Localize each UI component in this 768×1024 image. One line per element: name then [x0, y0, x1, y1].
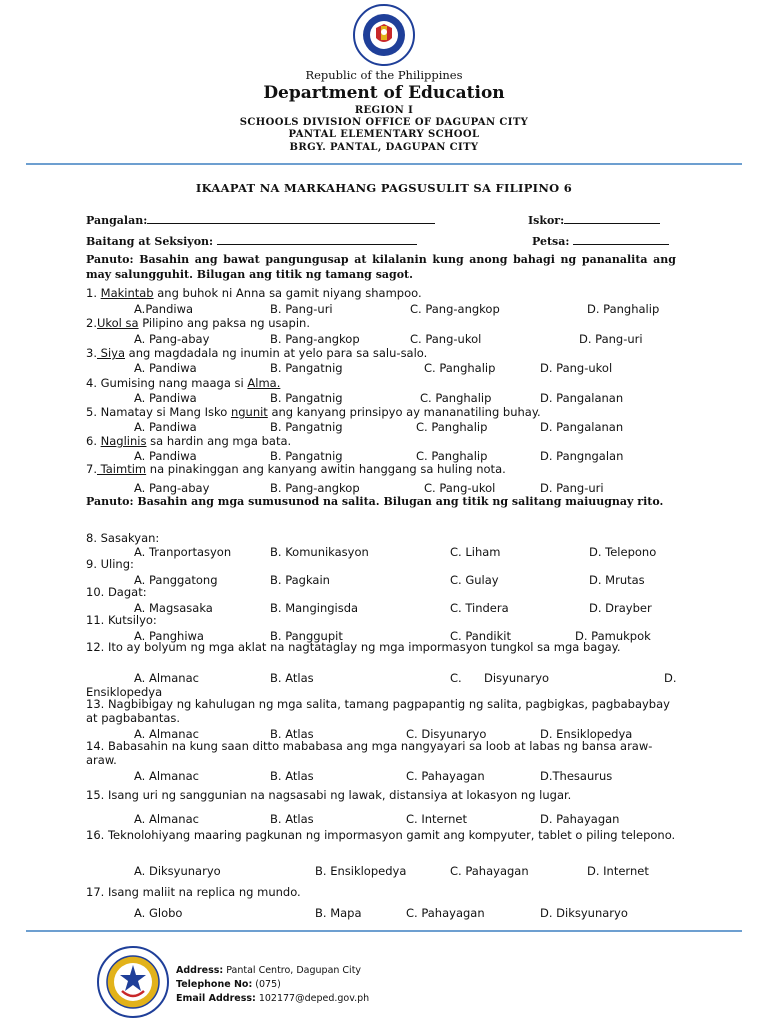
question-number: 6.	[86, 434, 97, 448]
grade-section-blank[interactable]	[217, 233, 417, 245]
question-8: 8. Sasakyan:	[86, 531, 160, 545]
choice-3-b[interactable]: B. Pangatnig	[270, 361, 343, 375]
question-text-post: ang magdadala ng inumin at yelo para sa salu-salo.	[125, 346, 428, 360]
footer-phone	[176, 979, 281, 990]
phone-label: Telephone No:	[176, 979, 253, 990]
choice-17-3[interactable]: D. Diksyunaryo	[540, 906, 628, 920]
question-2	[86, 316, 686, 330]
choice-13-0[interactable]: A. Almanac	[134, 727, 199, 741]
choice-3-d[interactable]: D. Pang-ukol	[540, 361, 613, 375]
choice-10-2[interactable]: C. Tindera	[450, 601, 509, 615]
directions-part-2: Panuto: Basahin ang mga sumusunod na salita. Bilugan ang titik ng salitang maiuugnay rito.	[86, 495, 664, 508]
choice-12-1[interactable]: B. Atlas	[270, 671, 314, 685]
choice-8-3[interactable]: D. Telepono	[589, 545, 657, 559]
name-blank[interactable]	[147, 212, 435, 224]
question-17: 17. Isang maliit na replica ng mundo.	[86, 885, 301, 899]
choice-4-c[interactable]: C. Panghalip	[420, 391, 492, 405]
underlined-word: Siya	[96, 346, 125, 360]
choice-14-1[interactable]: B. Atlas	[270, 769, 314, 783]
choice-14-3[interactable]: D.Thesaurus	[540, 769, 613, 783]
choice-13-3[interactable]: D. Ensiklopedya	[540, 727, 633, 741]
question-text-post: ang kanyang prinsipyo ay mananatiling buhay.	[267, 405, 541, 419]
choice-17-0[interactable]: A. Globo	[134, 906, 183, 920]
underlined-word: Alma.	[247, 376, 281, 390]
choice-10-1[interactable]: B. Mangingisda	[270, 601, 359, 615]
republic-line: Republic of the Philippines	[305, 68, 463, 82]
school-address-line: BRGY. PANTAL, DAGUPAN CITY	[289, 142, 479, 153]
question-number: 4.	[86, 376, 97, 390]
choice-15-0[interactable]: A. Almanac	[134, 812, 199, 826]
name-label: Pangalan:	[86, 214, 148, 227]
choice-11-1[interactable]: B. Panggupit	[270, 629, 343, 643]
choice-7-c[interactable]: C. Pang-ukol	[424, 481, 496, 495]
choice-9-0[interactable]: A. Panggatong	[134, 573, 218, 587]
choice-13-1[interactable]: B. Atlas	[270, 727, 314, 741]
choice-6-c[interactable]: C. Panghalip	[416, 449, 488, 463]
choice-8-2[interactable]: C. Liham	[450, 545, 501, 559]
underlined-word: Taimtim	[96, 462, 147, 476]
choice-7-b[interactable]: B. Pang-angkop	[270, 481, 360, 495]
question-number: 7.	[86, 462, 97, 476]
question-number: 2.	[86, 316, 97, 330]
question-number: 5.	[86, 405, 97, 419]
choice-16-3[interactable]: D. Internet	[587, 864, 649, 878]
underlined-word: ngunit	[230, 405, 268, 419]
question-6	[86, 434, 686, 448]
question-14: 14. Babasahin na kung saan ditto mababasa ang mga nangyayari sa loob at labas ng bansa araw-araw.	[86, 739, 653, 767]
question-15: 15. Isang uri ng sanggunian na nagsasabi ng lawak, distansiya at lokasyon ng lugar.	[86, 788, 572, 802]
underlined-word: Makintab	[100, 286, 154, 300]
choice-12-3[interactable]: Disyunaryo	[484, 671, 550, 685]
choice-8-1[interactable]: B. Komunikasyon	[270, 545, 369, 559]
choice-2-a[interactable]: A. Pang-abay	[134, 332, 210, 346]
choice-1-b[interactable]: B. Pang-uri	[270, 302, 333, 316]
school-line: PANTAL ELEMENTARY SCHOOL	[288, 129, 480, 140]
email-label: Email Address:	[176, 993, 256, 1004]
address-value: Pantal Centro, Dagupan City	[223, 965, 362, 976]
question-5	[86, 405, 686, 419]
question-1	[86, 286, 686, 300]
footer-address	[176, 965, 361, 976]
phone-value: (075)	[252, 979, 281, 990]
choice-5-b[interactable]: B. Pangatnig	[270, 420, 343, 434]
choice-15-1[interactable]: B. Atlas	[270, 812, 314, 826]
choice-5-c[interactable]: C. Panghalip	[416, 420, 488, 434]
choice-11-0[interactable]: A. Panghiwa	[134, 629, 204, 643]
score-blank[interactable]	[564, 212, 660, 224]
choice-13-2[interactable]: C. Disyunaryo	[406, 727, 487, 741]
choice-10-0[interactable]: A. Magsasaka	[134, 601, 213, 615]
footer-divider	[26, 930, 742, 932]
division-line: SCHOOLS DIVISION OFFICE OF DAGUPAN CITY	[239, 117, 529, 128]
choice-16-0[interactable]: A. Diksyunaryo	[134, 864, 221, 878]
date-blank[interactable]	[573, 233, 669, 245]
choice-17-1[interactable]: B. Mapa	[315, 906, 362, 920]
email-value[interactable]: 102177@deped.gov.ph	[255, 993, 370, 1004]
choice-4-d[interactable]: D. Pangalanan	[540, 391, 624, 405]
choice-4-b[interactable]: B. Pangatnig	[270, 391, 343, 405]
name-field[interactable]	[86, 212, 435, 227]
choice-7-d[interactable]: D. Pang-uri	[540, 481, 604, 495]
choice-14-2[interactable]: C. Pahayagan	[406, 769, 485, 783]
question-9: 9. Uling:	[86, 557, 134, 571]
grade-section-label: Baitang at Seksiyon:	[86, 235, 214, 248]
choice-2-d[interactable]: D. Pang-uri	[579, 332, 643, 346]
question-text-post: na pinakinggan ang kanyang awitin hanggang sa huling nota.	[146, 462, 506, 476]
choice-4-a[interactable]: A. Pandiwa	[134, 391, 197, 405]
question-10: 10. Dagat:	[86, 585, 147, 599]
score-label: Iskor:	[528, 214, 565, 227]
footer-email	[176, 993, 369, 1004]
directions-part-1: Panuto: Basahin ang bawat pangungusap at kilalanin kung anong bahagi ng pananalita ang may salungguhit. Bilugan ang titik ng tamang sagot.	[86, 253, 676, 281]
choice-12-0[interactable]: A. Almanac	[134, 671, 199, 685]
choice-11-3[interactable]: D. Pamukpok	[575, 629, 651, 643]
score-field[interactable]	[528, 212, 660, 227]
grade-section-field[interactable]	[86, 233, 417, 248]
choice-12-4[interactable]: D.	[664, 671, 677, 685]
address-label: Address:	[176, 965, 224, 976]
question-text-post: ang buhok ni Anna sa gamit niyang shampoo.	[153, 286, 422, 300]
choice-9-3[interactable]: D. Mrutas	[589, 573, 645, 587]
choice-5-d[interactable]: D. Pangalanan	[540, 420, 624, 434]
choice-16-1[interactable]: B. Ensiklopedya	[315, 864, 407, 878]
question-text-post: Pilipino ang paksa ng usapin.	[138, 316, 310, 330]
choice-1-a[interactable]: A.Pandiwa	[134, 302, 194, 316]
choice-5-a[interactable]: A. Pandiwa	[134, 420, 197, 434]
choice-7-a[interactable]: A. Pang-abay	[134, 481, 210, 495]
date-field[interactable]	[532, 233, 669, 248]
choice-12-2[interactable]: C.	[450, 671, 462, 685]
choice-6-a[interactable]: A. Pandiwa	[134, 449, 197, 463]
question-11: 11. Kutsilyo:	[86, 613, 157, 627]
choice-2-b[interactable]: B. Pang-angkop	[270, 332, 360, 346]
question-3	[86, 346, 686, 360]
question-12: 12. Ito ay bolyum ng mga aklat na nagtataglay ng mga impormasyon tungkol sa mga bagay.	[86, 640, 621, 654]
choice-6-d[interactable]: D. Pangngalan	[540, 449, 624, 463]
exam-title: IKAAPAT NA MARKAHANG PAGSUSULIT SA FILIPINO 6	[195, 181, 573, 195]
question-13: 13. Nagbibigay ng kahulugan ng mga salita, tamang pagpapantig ng salita, pagbigkas, pagbabaybay at pagbabantas.	[86, 697, 670, 725]
question-16: 16. Teknolohiyang maaring pagkunan ng impormasyon gamit ang kompyuter, tablet o piling telepono.	[86, 828, 676, 842]
question-text-pre: Gumising nang maaga si	[96, 376, 248, 390]
choice-15-2[interactable]: C. Internet	[406, 812, 468, 826]
school-logo-icon	[96, 945, 170, 1019]
deped-seal-icon	[341, 4, 427, 66]
choice-10-3[interactable]: D. Drayber	[589, 601, 652, 615]
choice-6-b[interactable]: B. Pangatnig	[270, 449, 343, 463]
choice-9-1[interactable]: B. Pagkain	[270, 573, 330, 587]
department-name: Department of Education	[263, 83, 505, 103]
underlined-word: Naglinis	[100, 434, 147, 448]
region-line: REGION I	[354, 105, 414, 116]
choice-15-3[interactable]: D. Pahayagan	[540, 812, 620, 826]
choice-2-c[interactable]: C. Pang-ukol	[410, 332, 482, 346]
choice-16-2[interactable]: C. Pahayagan	[450, 864, 529, 878]
choice-14-0[interactable]: A. Almanac	[134, 769, 199, 783]
date-label: Petsa:	[532, 235, 570, 248]
question-7	[86, 462, 686, 476]
choice-1-d[interactable]: D. Panghalip	[587, 302, 660, 316]
question-4	[86, 376, 686, 390]
question-number: 1.	[86, 286, 97, 300]
header-divider	[26, 163, 742, 165]
choice-continuation[interactable]: Ensiklopedya	[86, 685, 163, 699]
question-text-pre: Namatay si Mang Isko	[96, 405, 231, 419]
choice-8-0[interactable]: A. Tranportasyon	[134, 545, 232, 559]
choice-9-2[interactable]: C. Gulay	[450, 573, 499, 587]
underlined-word: Ukol sa	[96, 316, 139, 330]
choice-11-2[interactable]: C. Pandikit	[450, 629, 511, 643]
choice-1-c[interactable]: C. Pang-angkop	[410, 302, 500, 316]
choice-3-c[interactable]: C. Panghalip	[424, 361, 496, 375]
choice-3-a[interactable]: A. Pandiwa	[134, 361, 197, 375]
question-number: 3.	[86, 346, 97, 360]
question-text-post: sa hardin ang mga bata.	[146, 434, 292, 448]
choice-17-2[interactable]: C. Pahayagan	[406, 906, 485, 920]
